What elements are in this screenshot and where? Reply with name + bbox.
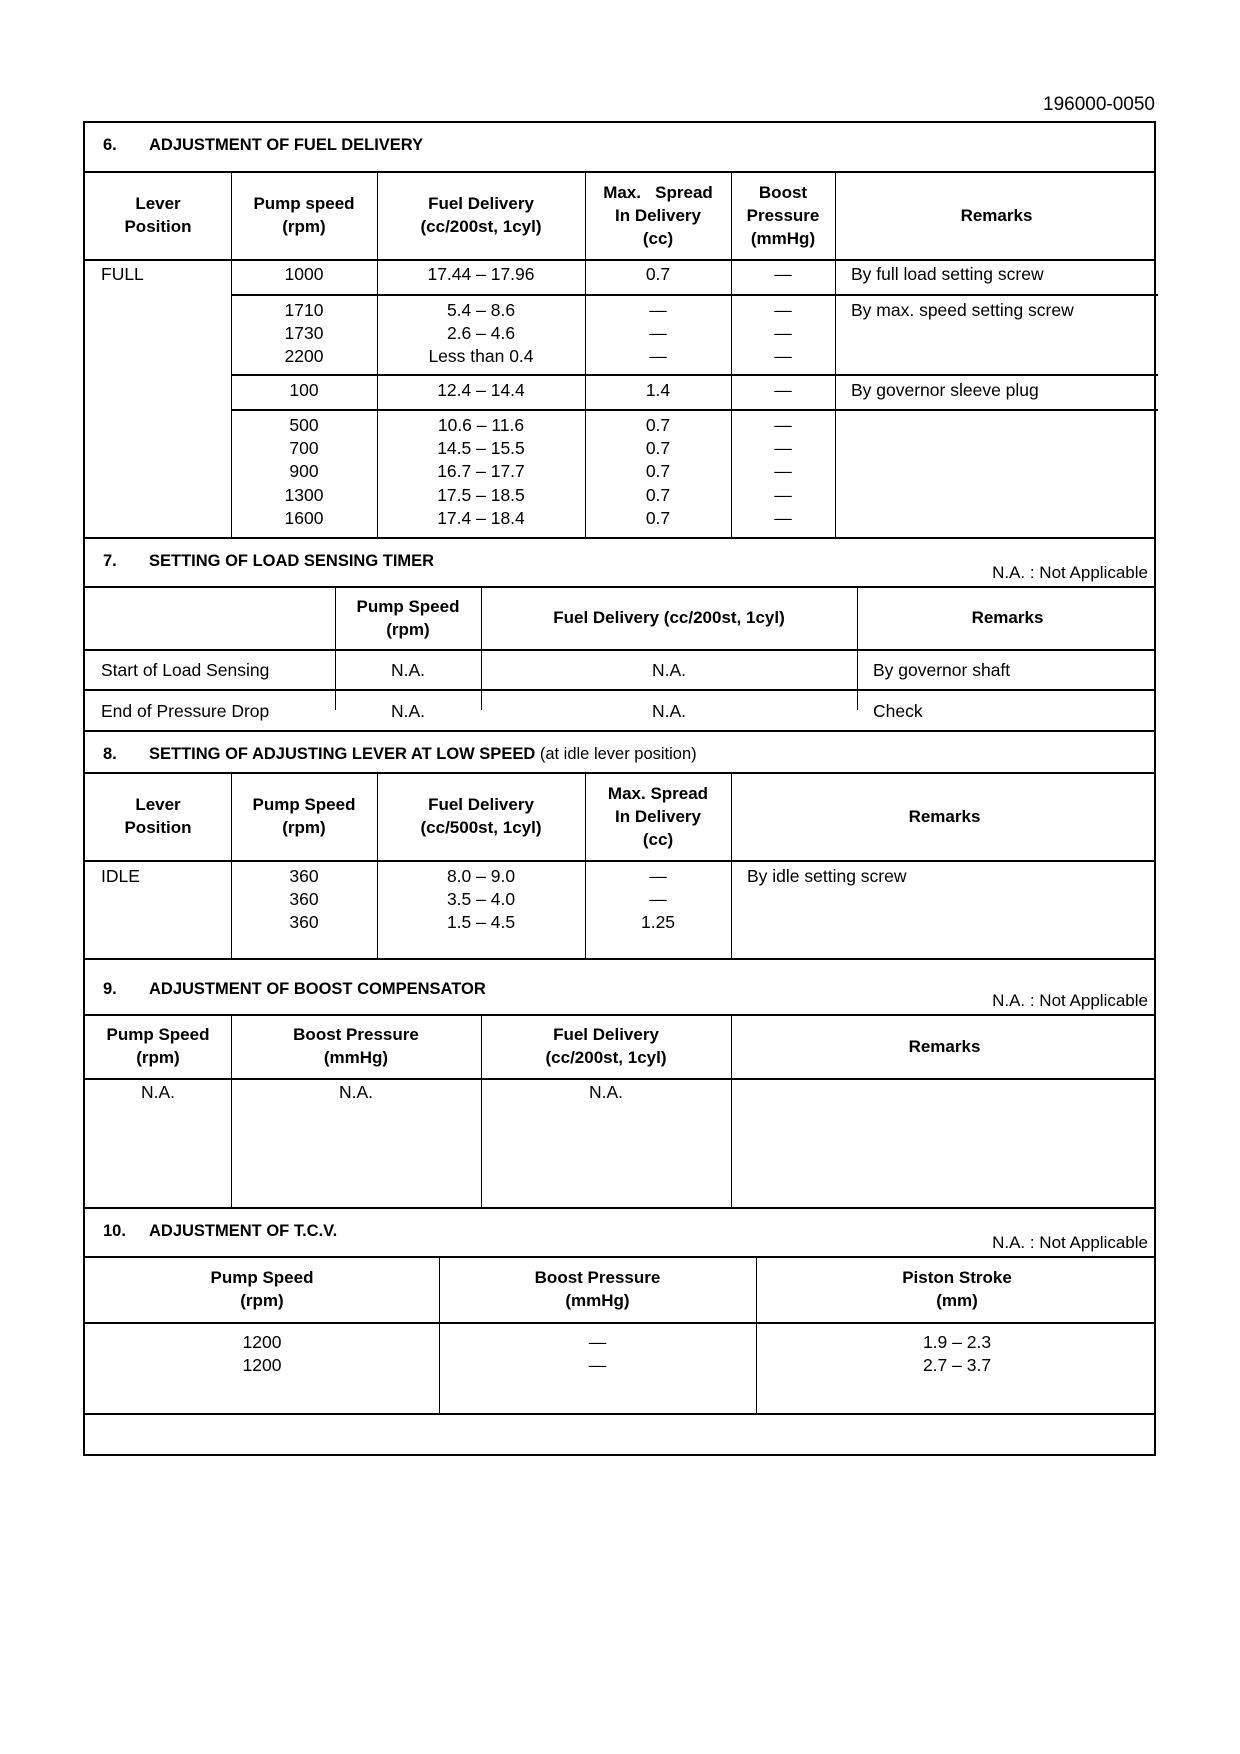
pump-speed: 100 <box>289 380 319 400</box>
header-line: (mmHg) <box>565 1291 630 1310</box>
header-line: Fuel Delivery <box>428 795 534 814</box>
pump-speed-list <box>231 865 377 935</box>
boost-pressure: — <box>588 1332 607 1352</box>
pump-speed-list <box>231 263 377 286</box>
remarks: Check <box>873 701 923 721</box>
header-pump-speed <box>85 1256 439 1322</box>
boost-pressure: — <box>774 380 792 400</box>
max-spread-list <box>585 865 731 935</box>
header-line: Position <box>124 217 192 236</box>
fuel-delivery: 10.6 – 11.6 <box>437 415 525 435</box>
header-remarks <box>731 1014 1158 1078</box>
fuel-delivery-list <box>377 414 585 530</box>
section-number: 9. <box>103 980 117 998</box>
max-spread: — <box>649 300 667 320</box>
divider <box>85 649 1154 651</box>
pump-speed-list <box>231 299 377 369</box>
remarks: By max. speed setting screw <box>851 300 1074 320</box>
divider <box>85 1078 1154 1080</box>
header-boost-pressure <box>439 1256 756 1322</box>
header-line: Pump Speed <box>210 1268 314 1287</box>
header-text <box>902 1266 1012 1312</box>
section-10-title <box>103 1222 337 1241</box>
header-line: (cc) <box>642 829 674 849</box>
pump-speed: 1730 <box>284 323 324 344</box>
boost-pressure-list <box>731 414 835 530</box>
header-fuel-delivery <box>481 1014 731 1078</box>
section-7-title <box>103 552 434 571</box>
divider <box>85 1413 1154 1415</box>
row-label: Start of Load Sensing <box>101 660 270 680</box>
piston-stroke-list <box>756 1331 1158 1377</box>
max-spread-list <box>585 379 731 402</box>
piston-stroke: 1.9 – 2.3 <box>922 1332 992 1352</box>
header-text <box>608 782 708 851</box>
header-line: Max. Spread <box>603 182 713 202</box>
divider <box>85 860 1154 862</box>
fuel-delivery: N.A. <box>651 660 687 680</box>
header-line: (rpm) <box>240 1291 284 1310</box>
section-6-title <box>103 136 423 155</box>
header-max-spread <box>585 772 731 860</box>
max-spread: 1.4 <box>645 380 671 400</box>
pump-speed: 360 <box>289 889 319 910</box>
header-line: (mmHg) <box>323 1048 389 1067</box>
pump-speed: 1600 <box>284 507 324 528</box>
header-text <box>909 1035 981 1058</box>
pump-speed: 700 <box>289 438 319 459</box>
section-number: 6. <box>103 136 117 154</box>
header-line: (rpm) <box>282 217 326 236</box>
section-title: ADJUSTMENT OF T.C.V. <box>149 1222 338 1240</box>
divider <box>231 294 1158 296</box>
divider <box>85 730 1154 732</box>
header-pump-speed <box>335 586 481 649</box>
pump-speed: 2200 <box>284 346 324 367</box>
fuel-delivery: 8.0 – 9.0 <box>446 866 516 886</box>
header-line: (rpm) <box>282 818 326 837</box>
header-boost-pressure <box>231 1014 481 1078</box>
max-spread: — <box>649 346 667 367</box>
header-line: (cc/500st, 1cyl) <box>420 818 542 837</box>
boost-pressure: — <box>774 323 792 344</box>
max-spread-list <box>585 263 731 286</box>
header-line: In Delivery <box>615 806 701 826</box>
pump-speed: 1200 <box>242 1355 282 1376</box>
fuel-delivery-list <box>377 379 585 402</box>
pump-speed: 360 <box>289 866 319 886</box>
pump-speed: N.A. <box>390 660 426 680</box>
header-line: Pump Speed <box>356 596 460 616</box>
header-text <box>124 192 191 238</box>
header-line: (cc) <box>642 228 674 248</box>
fuel-delivery: 12.4 – 14.4 <box>437 380 525 400</box>
header-line: Boost <box>758 182 808 202</box>
header-line: Pump speed <box>253 194 355 213</box>
header-text <box>603 181 713 250</box>
header-remarks <box>857 586 1158 649</box>
header-line: Pump Speed <box>252 795 356 814</box>
fuel-delivery: 2.6 – 4.6 <box>446 323 516 344</box>
divider <box>85 1207 1154 1209</box>
header-remarks <box>835 171 1158 259</box>
header-line: Lever <box>135 795 181 814</box>
header-line: Fuel Delivery <box>428 194 534 213</box>
remarks: By governor shaft <box>873 660 1011 680</box>
header-remarks <box>731 772 1158 860</box>
max-spread: 0.7 <box>645 264 671 284</box>
header-text <box>253 192 354 238</box>
header-line: Max. Spread <box>607 783 709 803</box>
pump-speed-list <box>231 414 377 530</box>
header-line: (cc/200st, 1cyl) <box>420 217 542 236</box>
boost-pressure: — <box>774 461 792 482</box>
header-text <box>253 793 356 839</box>
pump-speed-list <box>85 1331 439 1377</box>
max-spread: 0.7 <box>645 438 671 459</box>
header-boost-pressure <box>731 171 835 259</box>
section-title: ADJUSTMENT OF FUEL DELIVERY <box>149 136 424 154</box>
header-line: Fuel Delivery (cc/200st, 1cyl) <box>553 608 785 627</box>
header-text <box>211 1266 314 1312</box>
boost-pressure: — <box>774 438 792 459</box>
header-fuel-delivery <box>377 171 585 259</box>
header-pump-speed <box>85 1014 231 1078</box>
header-line: Remarks <box>960 205 1033 225</box>
max-spread: 0.7 <box>645 484 671 505</box>
max-spread: — <box>649 889 667 910</box>
divider <box>85 958 1154 960</box>
boost-pressure: — <box>774 415 792 435</box>
lever-position: FULL <box>101 264 144 284</box>
section-title: SETTING OF ADJUSTING LEVER AT LOW SPEED <box>149 745 536 763</box>
pump-speed: 360 <box>289 912 319 933</box>
section-8-title <box>103 745 697 764</box>
header-text <box>553 606 785 629</box>
header-line: Remarks <box>908 806 981 826</box>
header-max-spread <box>585 171 731 259</box>
fuel-delivery-list <box>377 299 585 369</box>
fuel-delivery: N.A. <box>588 1082 624 1102</box>
pump-speed: 1300 <box>284 484 324 505</box>
max-spread-list <box>585 299 731 369</box>
na-note: N.A. : Not Applicable <box>992 1233 1148 1252</box>
divider <box>85 537 1154 539</box>
header-line: Position <box>124 818 192 837</box>
na-note: N.A. : Not Applicable <box>992 991 1148 1010</box>
boost-pressure: — <box>774 484 792 505</box>
divider <box>85 259 1154 261</box>
header-text <box>747 181 820 250</box>
header-lever-position <box>85 171 231 259</box>
pump-speed: 900 <box>289 461 319 482</box>
header-piston-stroke <box>756 1256 1158 1322</box>
header-pump-speed <box>231 171 377 259</box>
divider <box>231 374 1158 376</box>
header-text <box>421 192 542 238</box>
specification-sheet <box>83 121 1156 1456</box>
header-text <box>961 204 1033 227</box>
header-fuel-delivery <box>377 772 585 860</box>
header-line: In Delivery <box>614 205 701 225</box>
boost-pressure: N.A. <box>338 1082 374 1102</box>
pump-speed-list <box>231 379 377 402</box>
pump-speed: 1200 <box>242 1332 282 1352</box>
fuel-delivery: 5.4 – 8.6 <box>446 300 516 320</box>
header-line: (cc/200st, 1cyl) <box>545 1048 667 1067</box>
section-title-note: (at idle lever position) <box>535 745 697 763</box>
max-spread: 0.7 <box>645 461 671 482</box>
fuel-delivery: 17.44 – 17.96 <box>427 264 535 284</box>
pump-speed: 1000 <box>284 264 324 284</box>
header-text <box>535 1266 661 1312</box>
fuel-delivery: 14.5 – 15.5 <box>437 438 525 459</box>
header-text <box>421 793 542 839</box>
section-9-title <box>103 980 486 999</box>
header-line: Remarks <box>971 608 1044 627</box>
header-line: (rpm) <box>136 1048 180 1067</box>
header-text <box>107 1023 210 1069</box>
header-line: Remarks <box>908 1036 981 1056</box>
fuel-delivery-list <box>377 263 585 286</box>
max-spread-list <box>585 414 731 530</box>
section-number: 8. <box>103 745 117 763</box>
pump-speed: N.A. <box>390 701 426 721</box>
header-line: Fuel Delivery <box>553 1025 659 1044</box>
pump-speed: N.A. <box>140 1082 176 1102</box>
header-fuel-delivery <box>481 586 857 649</box>
max-spread: — <box>649 866 667 886</box>
boost-pressure-list <box>731 379 835 402</box>
header-line: Lever <box>135 194 181 213</box>
piston-stroke: 2.7 – 3.7 <box>922 1355 992 1376</box>
max-spread: 0.7 <box>645 415 671 435</box>
pump-speed: 1710 <box>284 300 324 320</box>
boost-pressure-list <box>439 1331 756 1377</box>
header-text <box>909 805 981 828</box>
section-title: ADJUSTMENT OF BOOST COMPENSATOR <box>149 980 486 998</box>
header-line: Pump Speed <box>106 1025 210 1044</box>
fuel-delivery: 17.4 – 18.4 <box>437 507 525 528</box>
lever-position: IDLE <box>101 866 140 886</box>
boost-pressure: — <box>774 346 792 367</box>
max-spread: 0.7 <box>645 507 671 528</box>
header-line: Piston Stroke <box>902 1268 1012 1287</box>
boost-pressure-list <box>731 299 835 369</box>
max-spread: — <box>649 323 667 344</box>
fuel-delivery: 17.5 – 18.5 <box>437 484 525 505</box>
fuel-delivery: 3.5 – 4.0 <box>446 889 516 910</box>
fuel-delivery-list <box>377 865 585 935</box>
fuel-delivery: Less than 0.4 <box>428 346 534 367</box>
header-text <box>546 1023 667 1069</box>
remarks: By governor sleeve plug <box>851 380 1039 400</box>
header-pump-speed <box>231 772 377 860</box>
divider <box>85 1322 1154 1324</box>
header-lever-position <box>85 772 231 860</box>
boost-pressure: — <box>774 264 792 284</box>
section-number: 10. <box>103 1222 126 1240</box>
boost-pressure-list <box>731 263 835 286</box>
header-line: Boost Pressure <box>534 1268 661 1287</box>
remarks: By idle setting screw <box>747 866 907 886</box>
row-label: End of Pressure Drop <box>101 701 270 721</box>
boost-pressure: — <box>774 507 792 528</box>
document-number: 196000-0050 <box>1043 94 1155 115</box>
section-number: 7. <box>103 552 117 570</box>
pump-speed: 500 <box>289 415 319 435</box>
fuel-delivery: N.A. <box>651 701 687 721</box>
divider <box>85 689 1154 691</box>
header-line: (mm) <box>936 1291 978 1310</box>
header-text <box>972 606 1044 629</box>
fuel-delivery: 16.7 – 17.7 <box>437 461 525 482</box>
header-text <box>293 1023 419 1069</box>
header-line: Pressure <box>746 205 820 225</box>
section-title: SETTING OF LOAD SENSING TIMER <box>149 552 435 570</box>
header-line: (rpm) <box>386 619 430 639</box>
na-note: N.A. : Not Applicable <box>992 563 1148 582</box>
max-spread: 1.25 <box>640 912 676 933</box>
divider <box>231 409 1158 411</box>
header-text <box>124 793 191 839</box>
remarks: By full load setting screw <box>851 264 1044 284</box>
fuel-delivery: 1.5 – 4.5 <box>446 912 516 933</box>
boost-pressure: — <box>588 1355 607 1376</box>
boost-pressure: — <box>774 300 792 320</box>
header-line: Boost Pressure <box>293 1025 419 1044</box>
header-line: (mmHg) <box>750 228 816 248</box>
header-text <box>357 595 460 641</box>
